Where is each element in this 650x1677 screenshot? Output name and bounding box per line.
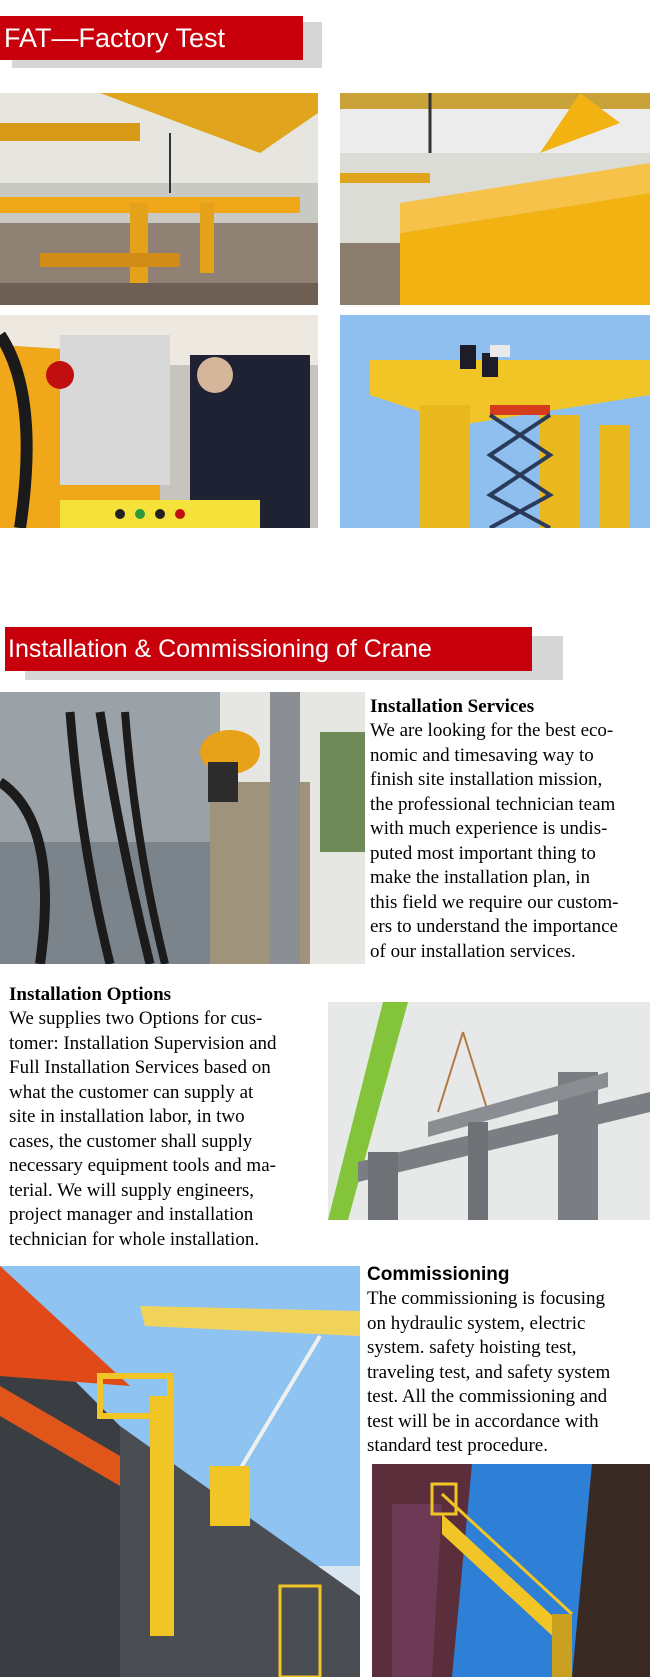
fat-banner: [0, 16, 303, 60]
fat-heading: FAT—Factory Test: [4, 23, 226, 53]
yellow-girder-photo: [340, 93, 650, 305]
factory-gantry-photo: [0, 93, 318, 305]
installation-services-block: [370, 695, 650, 964]
commissioning-text: The commissioning is focusing on hydraulic system, electric system. safety hoisting test, traveling test, and safety system test. All the commissioning and test will be in accordance with standard test procedure.: [367, 1288, 611, 1456]
steel-lifting-photo: [328, 1002, 650, 1220]
installation-services-text: We are looking for the best eco- nomic and timesaving way to finish site installation mission, the professional technician team with much experience is undis- puted most important thing to make the installation plan, in this field we require our custom- ers to understand the importance of our installation services.: [370, 720, 619, 962]
installation-banner: [5, 627, 532, 671]
commissioning-title: Commissioning: [367, 1264, 510, 1285]
installation-services-title: Installation Services: [370, 696, 535, 717]
welder-photo: [0, 692, 365, 964]
installation-options-title: Installation Options: [9, 984, 172, 1005]
control-panel-photo: [0, 315, 318, 528]
installation-options-text: We supplies two Options for cus- tomer: Installation Supervision and Full Installation Services based on what the customer can supply at site in installation labor, in two cases, the customer shall supply necessary equipment tools and ma- terial. We will supply engineers, project manager and installation technician for whole installation.: [9, 1008, 277, 1250]
installation-heading: Installation & Commissioning of Crane: [8, 635, 432, 663]
installation-options-block: [9, 983, 324, 1252]
scissor-lift-photo: [340, 315, 650, 528]
ship-hull-crane-photo: [372, 1464, 650, 1677]
boom-crane-photo: [0, 1266, 360, 1677]
commissioning-block: [367, 1263, 650, 1459]
